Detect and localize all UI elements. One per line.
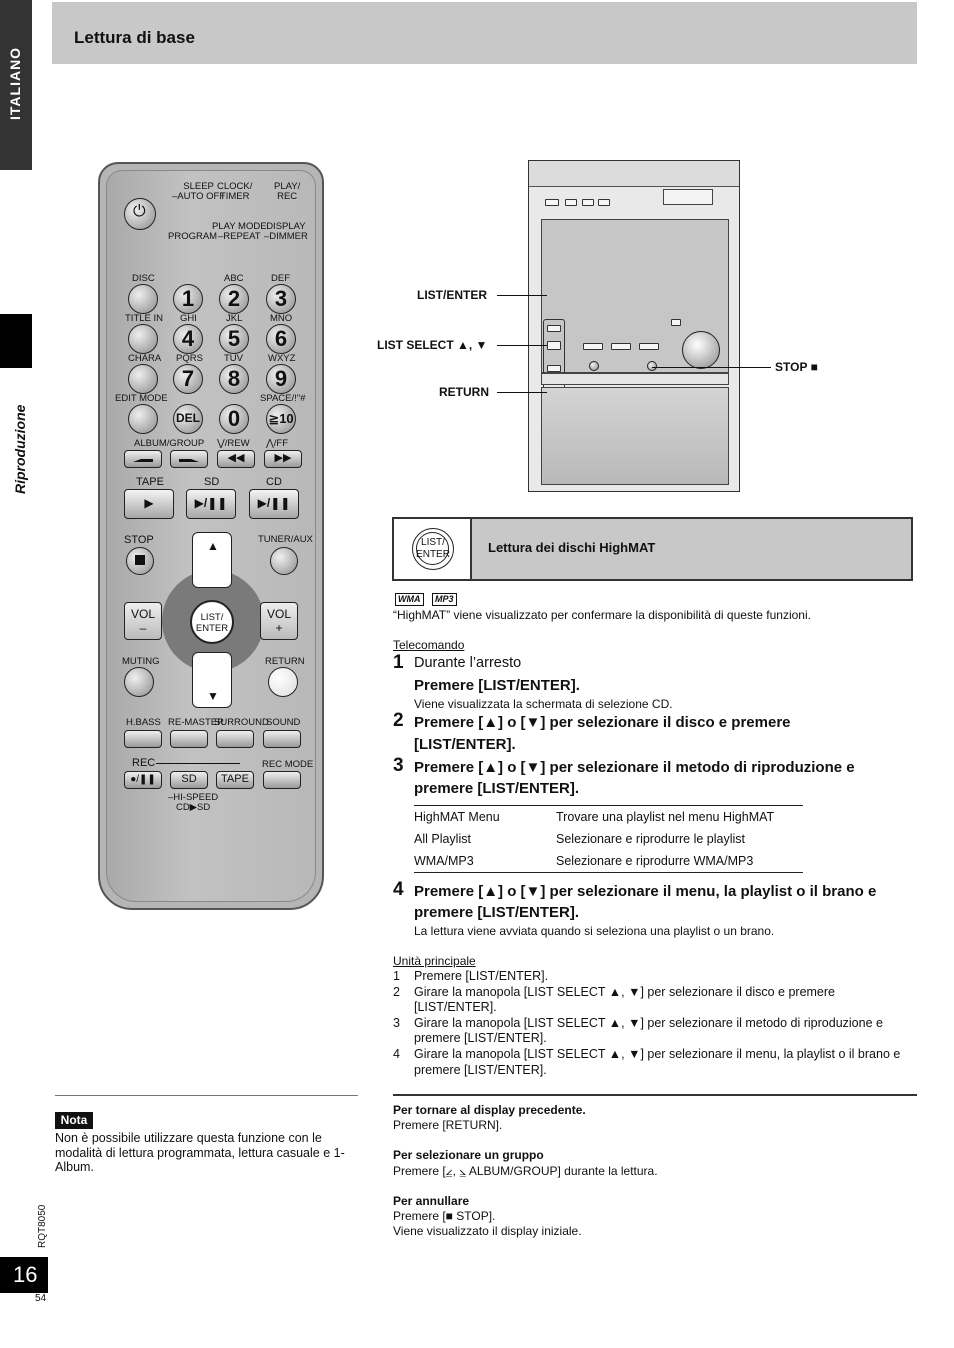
- key-1: 1: [173, 284, 203, 314]
- key-2: 2: [219, 284, 249, 314]
- up-key: [192, 532, 232, 588]
- surround-button: [216, 730, 254, 748]
- stop-label: STOP: [124, 534, 154, 546]
- nota-divider: [55, 1095, 358, 1096]
- space-label: SPACE/!"#: [260, 393, 306, 404]
- table-row: [414, 850, 803, 872]
- rec-button: ●/❚❚: [124, 771, 162, 789]
- nota-badge: Nota: [55, 1112, 93, 1129]
- key-3: 3: [266, 284, 296, 314]
- rec-sd-button: SD: [170, 771, 208, 789]
- unit-lower-panel: [541, 387, 729, 485]
- album-next-icon: [177, 454, 201, 464]
- play-mode-label: PLAY MODE –REPEAT: [212, 221, 267, 242]
- hbass-label: H.BASS: [126, 717, 161, 728]
- leader-list-select: [497, 345, 547, 346]
- unit-control-strip: [541, 373, 729, 385]
- chara-button: [128, 364, 158, 394]
- edit-mode-label: EDIT MODE: [115, 393, 168, 404]
- unita-heading: Unità principale: [393, 954, 476, 968]
- stop-icon: [135, 555, 145, 565]
- step-3-line-1: Premere [▲] o [▼] per selezionare il metodo di riproduzione e: [414, 759, 855, 776]
- play-rec-label: PLAY/ REC: [274, 181, 301, 202]
- ff-icon: ▶▶: [274, 452, 292, 464]
- unit-volume-knob: [682, 331, 720, 369]
- list-enter-icon-label: LIST/ ENTER: [416, 537, 450, 560]
- mno-label: MNO: [270, 313, 293, 324]
- table-cell-desc: Selezionare e riprodurre WMA/MP3: [556, 854, 754, 868]
- tuv-label: TUV: [224, 353, 243, 364]
- callout-list-enter: LIST/ENTER: [417, 288, 488, 302]
- vol-minus-sign: –: [139, 621, 147, 635]
- down-key: [192, 652, 232, 708]
- program-label: PROGRAM: [168, 231, 218, 242]
- list-item-text: premere [LIST/ENTER].: [414, 1031, 547, 1045]
- key-4: 4: [173, 324, 203, 354]
- page-title: Lettura di base: [74, 28, 195, 47]
- rec-connector-line: [156, 763, 240, 764]
- abc-label: ABC: [224, 273, 244, 284]
- muting-button: [124, 667, 154, 697]
- album-next-button: [170, 450, 208, 468]
- stop-button: [126, 547, 154, 575]
- telecomando-heading: Telecomando: [393, 638, 465, 652]
- list-item-text: [LIST/ENTER].: [414, 1000, 497, 1014]
- unit-cd-button: [639, 343, 659, 350]
- table-cell-desc: Selezionare e riprodurre le playlist: [556, 832, 745, 846]
- rec-label: REC: [132, 757, 156, 769]
- unit-display: [663, 189, 713, 205]
- mp3-badge: MP3: [432, 593, 457, 606]
- step-4-note: La lettura viene avviata quando si seleziona una playlist o un brano.: [414, 924, 775, 938]
- section-label: Riproduzione: [12, 404, 28, 494]
- step-1-note: Viene visualizzata la schermata di selezione CD.: [414, 697, 673, 711]
- step-4-line-2: premere [LIST/ENTER].: [414, 904, 580, 921]
- language-label: ITALIANO: [7, 46, 23, 120]
- vol-plus-button: [260, 602, 298, 640]
- callout-return: RETURN: [439, 385, 489, 399]
- playback-mode-table: [414, 805, 803, 873]
- callout-list-select: LIST SELECT ▲, ▼: [377, 338, 488, 352]
- language-tab: [0, 0, 32, 170]
- step-3-line-2: premere [LIST/ENTER].: [414, 780, 580, 797]
- unit-button-a: [565, 199, 577, 206]
- page-number: 16: [0, 1257, 48, 1293]
- down-arrow-icon: ▼: [207, 689, 219, 703]
- edit-mode-button: [128, 404, 158, 434]
- sd-play-button: ▶/❚❚: [186, 489, 236, 519]
- album-prev-icon: [131, 454, 155, 464]
- vol-minus-button: [124, 602, 162, 640]
- step-4-line-1: Premere [▲] o [▼] per selezionare il menu, la playlist o il brano e: [414, 883, 877, 900]
- ff-button: [264, 450, 302, 468]
- highmat-title: Lettura dei dischi HighMAT: [488, 540, 656, 555]
- step-3-number: 3: [393, 755, 404, 776]
- step-1-action: Premere [LIST/ENTER].: [414, 677, 580, 694]
- remaster-label: RE-MASTER: [168, 717, 224, 728]
- step-2-number: 2: [393, 710, 404, 731]
- tip-1-heading: Per tornare al display precedente.: [393, 1103, 586, 1117]
- list-item-text: premere [LIST/ENTER].: [414, 1063, 547, 1077]
- unit-tuner-button: [589, 361, 599, 371]
- vol-plus-label: VOL: [266, 607, 291, 621]
- rew-label: ⋁/REW: [217, 438, 250, 449]
- album-prev-button: [124, 450, 162, 468]
- step-4-number: 4: [393, 879, 404, 900]
- disc-label: DISC: [132, 273, 155, 284]
- step-1-number: 1: [393, 652, 404, 673]
- tip-1-text: Premere [RETURN].: [393, 1118, 503, 1132]
- tape-label: TAPE: [136, 476, 164, 488]
- tip-3-heading: Per annullare: [393, 1194, 470, 1208]
- sound-label: SOUND: [266, 717, 301, 728]
- wma-badge: WMA: [395, 593, 424, 606]
- title-in-label: TITLE IN: [125, 313, 164, 324]
- vol-plus-sign: +: [275, 621, 283, 635]
- list-item-number: 1: [393, 969, 400, 983]
- unit-small-button: [671, 319, 681, 326]
- unit-power-button: [545, 199, 559, 206]
- tip-2-heading: Per selezionare un gruppo: [393, 1148, 544, 1162]
- list-item-text: Girare la manopola [LIST SELECT ▲, ▼] per selezionare il menu, la playlist o il brano e: [414, 1047, 901, 1061]
- key-10: ≧10: [266, 404, 296, 434]
- section-marker: [0, 314, 32, 368]
- table-cell-name: WMA/MP3: [414, 854, 474, 868]
- unit-button-b: [582, 199, 594, 206]
- table-row: [414, 806, 803, 828]
- tip-3-text-1: Premere [■ STOP].: [393, 1209, 496, 1223]
- rec-mode-label: REC MODE: [262, 759, 314, 770]
- table-row: [414, 828, 803, 850]
- muting-label: MUTING: [122, 656, 160, 667]
- tip-3-text-2: Viene visualizzato il display iniziale.: [393, 1224, 582, 1238]
- clock-timer-label: CLOCK/ TIMER: [217, 181, 253, 202]
- leader-stop: [652, 367, 771, 368]
- key-8: 8: [219, 364, 249, 394]
- page-number-secondary: 54: [35, 1293, 47, 1304]
- tips-divider: [393, 1094, 917, 1096]
- list-enter-icon: [412, 528, 454, 570]
- key-7: 7: [173, 364, 203, 394]
- highmat-icon-cell: [394, 519, 472, 579]
- hbass-button: [124, 730, 162, 748]
- title-in-button: [128, 324, 158, 354]
- step-1-condition: Durante l’arresto: [414, 655, 522, 671]
- wxyz-label: WXYZ: [268, 353, 296, 364]
- key-9: 9: [266, 364, 296, 394]
- list-item-text: Premere [LIST/ENTER].: [414, 969, 549, 983]
- model-number: RQT8050: [37, 1204, 48, 1248]
- rec-tape-button: TAPE: [216, 771, 254, 789]
- callout-stop: STOP ■: [775, 360, 818, 374]
- remote-control-illustration: [98, 162, 324, 910]
- table-cell-name: HighMAT Menu: [414, 810, 500, 824]
- tape-play-button: ▶: [124, 489, 174, 519]
- power-button: [124, 198, 156, 230]
- vol-minus-label: VOL: [130, 607, 155, 621]
- nota-text: Non è possibile utilizzare questa funzione con le modalità di lettura programmata, lettura casuale e 1-Album.: [55, 1131, 345, 1174]
- ff-label: ⋀/FF: [266, 438, 289, 449]
- sd-label: SD: [204, 476, 220, 488]
- step-2-line-1: Premere [▲] o [▼] per selezionare il disco e premere: [414, 714, 791, 731]
- list-item-number: 3: [393, 1016, 400, 1030]
- display-label: DISPLAY –DIMMER: [264, 221, 308, 242]
- header-bar: [52, 2, 917, 64]
- hispeed-label: –HI-SPEED CD▶SD: [168, 792, 219, 813]
- list-item-text: Girare la manopola [LIST SELECT ▲, ▼] per selezionare il metodo di riproduzione e: [414, 1016, 883, 1030]
- highmat-title-box: [392, 517, 913, 581]
- ghi-label: GHI: [180, 313, 197, 324]
- return-button: [268, 667, 298, 697]
- tip-2-text: Premere [⦤, ⦥ ALBUM/GROUP] durante la lettura.: [393, 1164, 658, 1178]
- list-item-number: 2: [393, 985, 400, 999]
- del-key: DEL: [173, 404, 203, 434]
- return-label: RETURN: [265, 656, 305, 667]
- key-0: 0: [219, 404, 249, 434]
- cd-play-button: ▶/❚❚: [249, 489, 299, 519]
- list-item-number: 4: [393, 1047, 400, 1061]
- intro-text: “HighMAT” viene visualizzato per confermare la disponibilità di queste funzioni.: [393, 608, 811, 622]
- rew-icon: ◀◀: [227, 452, 245, 464]
- up-arrow-icon: ▲: [207, 539, 219, 553]
- pqrs-label: PQRS: [176, 353, 203, 364]
- unit-stop-button: [647, 361, 657, 371]
- leader-list-enter: [497, 295, 547, 296]
- table-cell-desc: Trovare una playlist nel menu HighMAT: [556, 810, 775, 824]
- table-cell-name: All Playlist: [414, 832, 471, 846]
- surround-label: SURROUND: [214, 717, 269, 728]
- leader-return: [497, 392, 547, 393]
- chara-label: CHARA: [128, 353, 162, 364]
- power-icon: ⏻: [133, 203, 146, 220]
- unit-top-panel: [529, 161, 739, 187]
- sleep-label: SLEEP –AUTO OFF: [172, 181, 226, 202]
- sound-button: [263, 730, 301, 748]
- list-enter-button: LIST/ ENTER: [190, 600, 234, 644]
- rew-button: [217, 450, 255, 468]
- remaster-button: [170, 730, 208, 748]
- key-6: 6: [266, 324, 296, 354]
- key-5: 5: [219, 324, 249, 354]
- list-item-text: Girare la manopola [LIST SELECT ▲, ▼] per selezionare il disco e premere: [414, 985, 835, 999]
- album-group-label: ALBUM/GROUP: [134, 438, 205, 449]
- unit-button-c: [598, 199, 610, 206]
- main-unit-illustration: [528, 160, 740, 492]
- unit-tape-button: [583, 343, 603, 350]
- step-2-line-2: [LIST/ENTER].: [414, 736, 516, 753]
- tuner-aux-button: [270, 547, 298, 575]
- cd-label: CD: [266, 476, 282, 488]
- def-label: DEF: [271, 273, 290, 284]
- jkl-label: JKL: [226, 313, 243, 324]
- tuner-aux-label: TUNER/AUX: [258, 534, 313, 545]
- disc-button: [128, 284, 158, 314]
- rec-mode-button: [263, 771, 301, 789]
- unit-sd-button: [611, 343, 631, 350]
